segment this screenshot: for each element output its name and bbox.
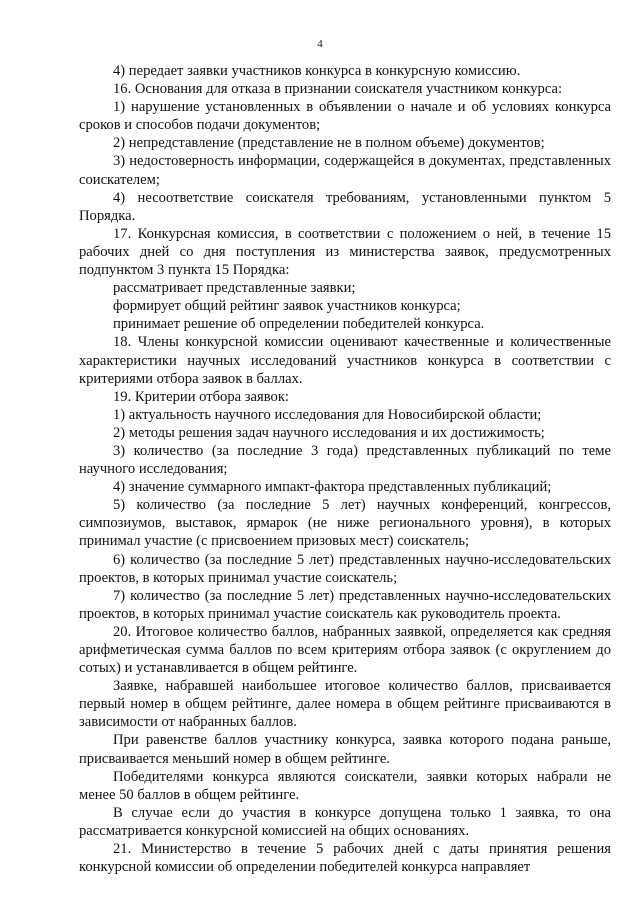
paragraph: 7) количество (за последние 5 лет) представленных научно-исследовательских проектов, в которых принимал участие соискатель как руководитель проекта. — [79, 587, 611, 622]
paragraph: формирует общий рейтинг заявок участников конкурса; — [113, 298, 461, 315]
paragraph: 6) количество (за последние 5 лет) представленных научно-исследовательских проектов, в которых принимал участие соискатель; — [79, 551, 611, 586]
paragraph: рассматривает представленные заявки; — [113, 280, 356, 297]
page-number: 4 — [317, 38, 323, 50]
paragraph: 4) несоответствие соискателя требованиям, установленными пунктом 5 Порядка. — [79, 189, 611, 224]
paragraph: 3) количество (за последние 3 года) представленных публикаций по теме научного исследования; — [79, 442, 611, 478]
paragraph: 17. Конкурсная комиссия, в соответствии с положением о ней, в течение 15 рабочих дней со дня поступления из министерства заявок, предусмотренных подпунктом 3 пункта 15 Порядка: — [79, 225, 611, 279]
document-body — [79, 62, 611, 876]
paragraph: 1) нарушение установленных в объявлении о начале и об условиях конкурса сроков и способов подачи документов; — [79, 99, 611, 134]
paragraph: 5) количество (за последние 5 лет) научных конференций, конгрессов, симпозиумов, выставок, ярмарок (не ниже регионального уровня), в которых принимал участие (с присвоением призовых мест) соискатель; — [79, 497, 611, 550]
paragraph: 2) методы решения задач научного исследования и их достижимость; — [113, 424, 545, 441]
paragraph: В случае если до участия в конкурсе допущена только 1 заявка, то она рассматривается конкурсной комиссией на общих основаниях. — [79, 804, 611, 839]
paragraph: Победителями конкурса являются соискатели, заявки которых набрали не менее 50 баллов в общем рейтинге. — [79, 768, 611, 803]
paragraph: Заявке, набравшей наибольшее итоговое количество баллов, присваивается первый номер в общем рейтинге, далее номера в общем рейтинге присваиваются в зависимости от набранных баллов. — [79, 678, 611, 731]
paragraph: 1) актуальность научного исследования для Новосибирской области; — [113, 406, 542, 423]
paragraph: 21. Министерство в течение 5 рабочих дней с даты принятия решения конкурсной комиссии об определении победителей конкурса направляет — [79, 841, 611, 876]
paragraph: 2) непредставление (представление не в полном объеме) документов; — [113, 135, 545, 152]
paragraph: При равенстве баллов участнику конкурса, заявка которого подана раньше, присваивается меньший номер в общем рейтинге. — [79, 732, 611, 767]
paragraph: 16. Основания для отказа в признании соискателя участником конкурса: — [113, 81, 563, 98]
paragraph: принимает решение об определении победителей конкурса. — [113, 316, 485, 333]
paragraph: 4) значение суммарного импакт-фактора представленных публикаций; — [113, 479, 552, 496]
paragraph: 4) передает заявки участников конкурса в конкурсную комиссию. — [113, 63, 521, 79]
paragraph: 19. Критерии отбора заявок: — [113, 388, 289, 405]
paragraph: 3) недостоверность информации, содержащейся в документах, представленных соискателем; — [79, 153, 611, 188]
paragraph: 20. Итоговое количество баллов, набранных заявкой, определяется как средняя арифметическая сумма баллов по всем критериям отбора заявок (с округлением до сотых) и устанавливается в общем рейтинге. — [79, 623, 611, 677]
paragraph: 18. Члены конкурсной комиссии оценивают качественные и количественные характеристики научных исследований участников конкурса в соответствии с критериями отбора заявок в баллах. — [79, 334, 611, 387]
